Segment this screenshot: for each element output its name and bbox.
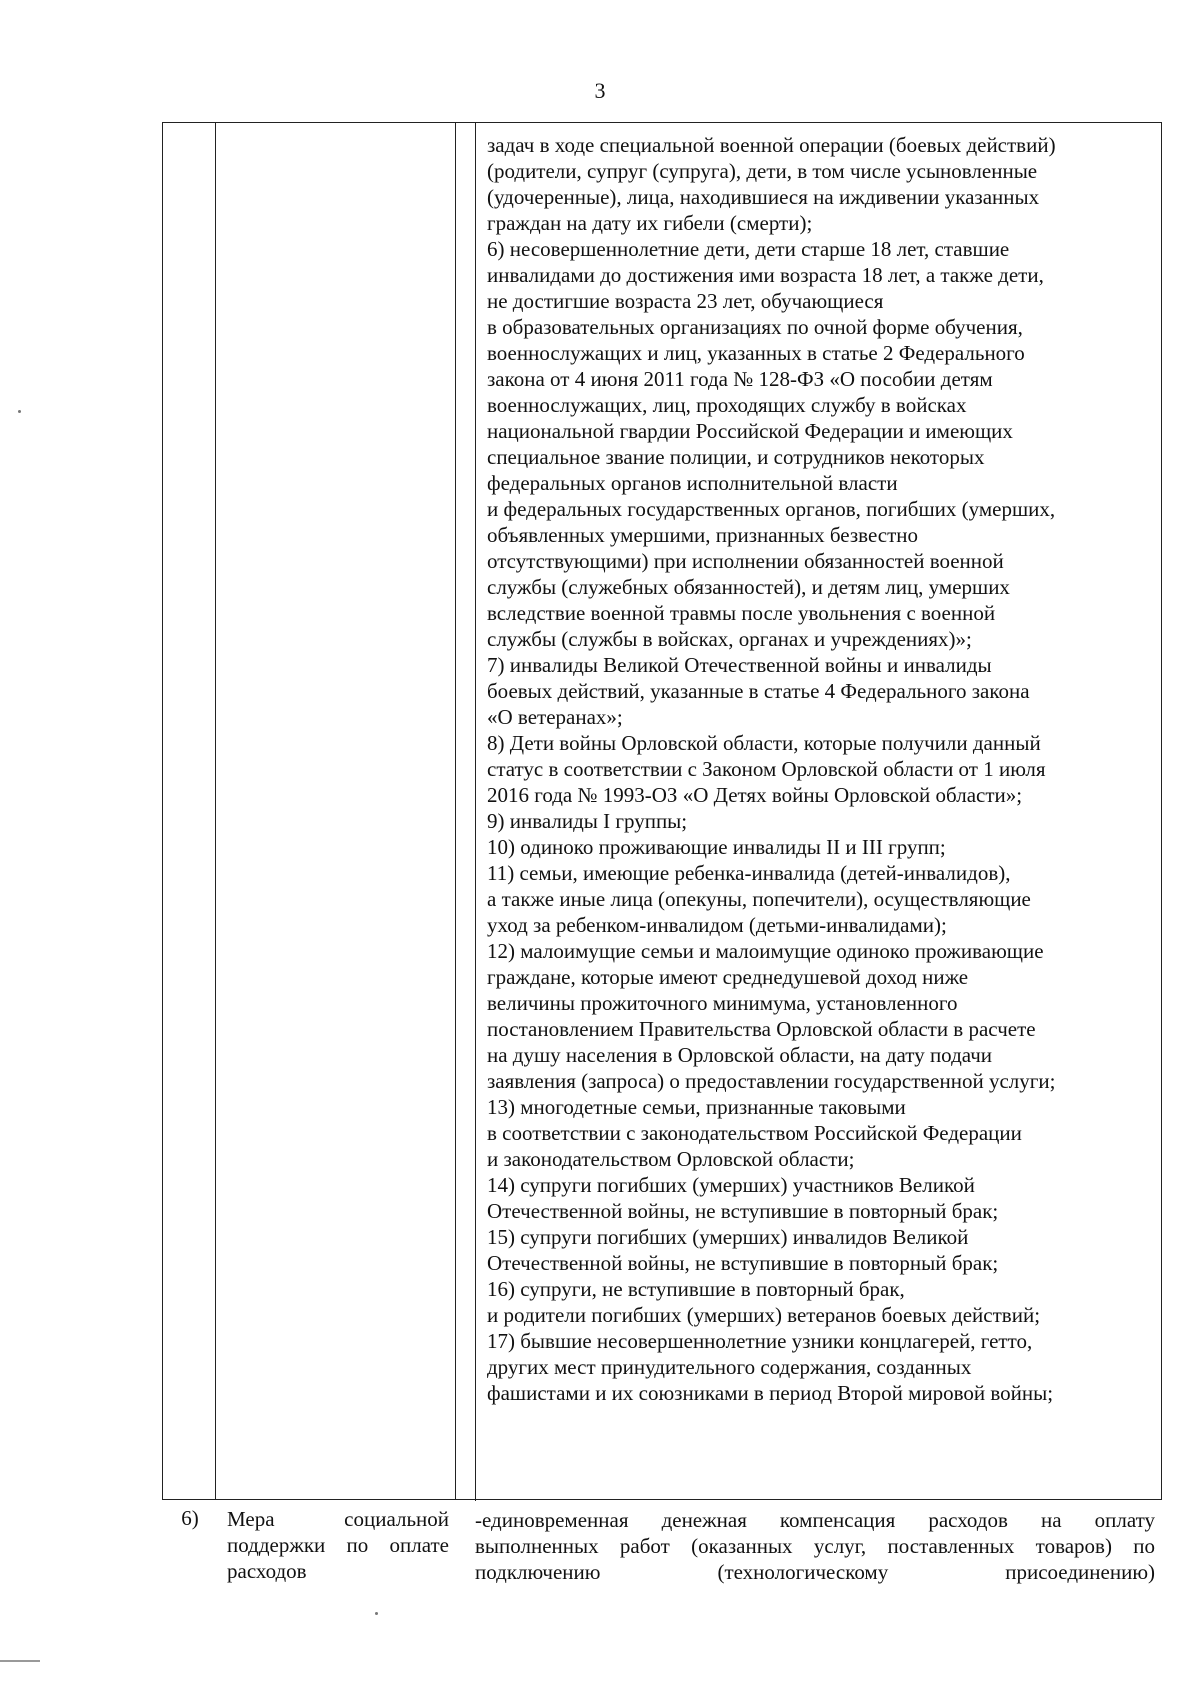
page-number: 3 — [594, 78, 606, 103]
text-line: и законодательством Орловской области; — [487, 1147, 855, 1171]
row-name-line: Мера социальной — [227, 1507, 449, 1531]
text-line: и родители погибших (умерших) ветеранов боевых действий; — [487, 1303, 1041, 1327]
text-line: 2016 года № 1993-ОЗ «О Детях войны Орловской области»; — [487, 783, 1023, 807]
text-line: фашистами и их союзниками в период Второй мировой войны; — [487, 1381, 1054, 1405]
text-line: 11) семьи, имеющие ребенка-инвалида (детей-инвалидов), — [487, 861, 1011, 885]
text-line: боевых действий, указанные в статье 4 Федерального закона — [487, 679, 1030, 703]
text-line: «О ветеранах»; — [487, 705, 623, 729]
text-line: других мест принудительного содержания, созданных — [487, 1355, 972, 1379]
row-divider — [163, 1499, 1161, 1500]
text-line: граждане, которые имеют среднедушевой доход ниже — [487, 965, 969, 989]
continuation-cell — [487, 132, 1153, 1406]
text-line: военнослужащих и лиц, указанных в статье 2 Федерального — [487, 341, 1025, 365]
text-line: 8) Дети войны Орловской области, которые получили данный — [487, 731, 1041, 755]
text-line: а также иные лица (опекуны, попечители), осуществляющие — [487, 887, 1031, 911]
row-value-line: выполненных работ (оказанных услуг, поставленных товаров) по — [475, 1534, 1155, 1558]
text-line: (удочеренные), лица, находившиеся на иждивении указанных — [487, 185, 1040, 209]
text-line: постановлением Правительства Орловской области в расчете — [487, 1017, 1036, 1041]
column-divider-1 — [215, 123, 216, 1499]
text-line: заявления (запроса) о предоставлении государственной услуги; — [487, 1069, 1056, 1093]
text-line: в образовательных организациях по очной форме обучения, — [487, 315, 1023, 339]
text-line: специальное звание полиции, и сотрудников некоторых — [487, 445, 985, 469]
text-line: закона от 4 июня 2011 года № 128-ФЗ «О пособии детям — [487, 367, 993, 391]
text-line: граждан на дату их гибели (смерти); — [487, 211, 813, 235]
text-line: отсутствующими) при исполнении обязанностей военной — [487, 549, 1004, 573]
text-line: не достигшие возраста 23 лет, обучающиеся — [487, 289, 884, 313]
text-line: 12) малоимущие семьи и малоимущие одиноко проживающие — [487, 939, 1044, 963]
row-value-line: подключению (технологическому присоединению) — [475, 1560, 1155, 1584]
text-line: в соответствии с законодательством Российской Федерации — [487, 1121, 1022, 1145]
text-line: службы (служебных обязанностей), и детям лиц, умерших — [487, 575, 1010, 599]
text-line: (родители, супруг (супруга), дети, в том числе усыновленные — [487, 159, 1038, 183]
row-number: 6) — [181, 1506, 199, 1530]
text-line: 10) одиноко проживающие инвалиды II и III групп; — [487, 835, 946, 859]
text-line: задач в ходе специальной военной операции (боевых действий) — [487, 133, 1056, 157]
text-line: 17) бывшие несовершеннолетние узники концлагерей, гетто, — [487, 1329, 1033, 1353]
text-line: величины прожиточного минимума, установленного — [487, 991, 958, 1015]
scan-speck — [375, 1612, 378, 1615]
text-line: 7) инвалиды Великой Отечественной войны и инвалиды — [487, 653, 992, 677]
text-line: статус в соответствии с Законом Орловской области от 1 июля — [487, 757, 1046, 781]
text-line: уход за ребенком-инвалидом (детьми-инвалидами); — [487, 913, 947, 937]
text-line: вследствие военной травмы после увольнения с военной — [487, 601, 996, 625]
row-name-cell — [217, 1506, 455, 1584]
row-name-line: поддержки по оплате — [227, 1533, 449, 1557]
row-value-cell — [475, 1507, 1155, 1585]
text-line: объявленных умершими, признанных безвестно — [487, 523, 919, 547]
scan-speck — [18, 410, 21, 413]
text-line: 13) многодетные семьи, признанные таковыми — [487, 1095, 906, 1119]
column-divider-2 — [455, 123, 456, 1499]
scan-mark — [0, 1660, 40, 1662]
text-line: 6) несовершеннолетние дети, дети старше 18 лет, ставшие — [487, 237, 1010, 261]
text-line: Отечественной войны, не вступившие в повторный брак; — [487, 1199, 999, 1223]
text-line: 9) инвалиды I группы; — [487, 809, 688, 833]
text-line: и федеральных государственных органов, погибших (умерших, — [487, 497, 1056, 521]
text-line: федеральных органов исполнительной власти — [487, 471, 898, 495]
row-value-line: -единовременная денежная компенсация расходов на оплату — [475, 1508, 1155, 1532]
document-table — [162, 122, 1162, 1584]
text-line: инвалидами до достижения ими возраста 18 лет, а также дети, — [487, 263, 1044, 287]
column-divider-3 — [475, 123, 476, 1501]
text-line: военнослужащих, лиц, проходящих службу в войсках — [487, 393, 967, 417]
text-line: 15) супруги погибших (умерших) инвалидов Великой — [487, 1225, 969, 1249]
text-line: 16) супруги, не вступившие в повторный брак, — [487, 1277, 905, 1301]
text-line: на душу населения в Орловской области, на дату подачи — [487, 1043, 993, 1067]
text-line: службы (службы в войсках, органах и учреждениях)»; — [487, 627, 972, 651]
text-line: Отечественной войны, не вступившие в повторный брак; — [487, 1251, 999, 1275]
text-line: национальной гвардии Российской Федерации и имеющих — [487, 419, 1013, 443]
text-line: 14) супруги погибших (умерших) участников Великой — [487, 1173, 975, 1197]
row-name-line: расходов — [227, 1559, 307, 1583]
